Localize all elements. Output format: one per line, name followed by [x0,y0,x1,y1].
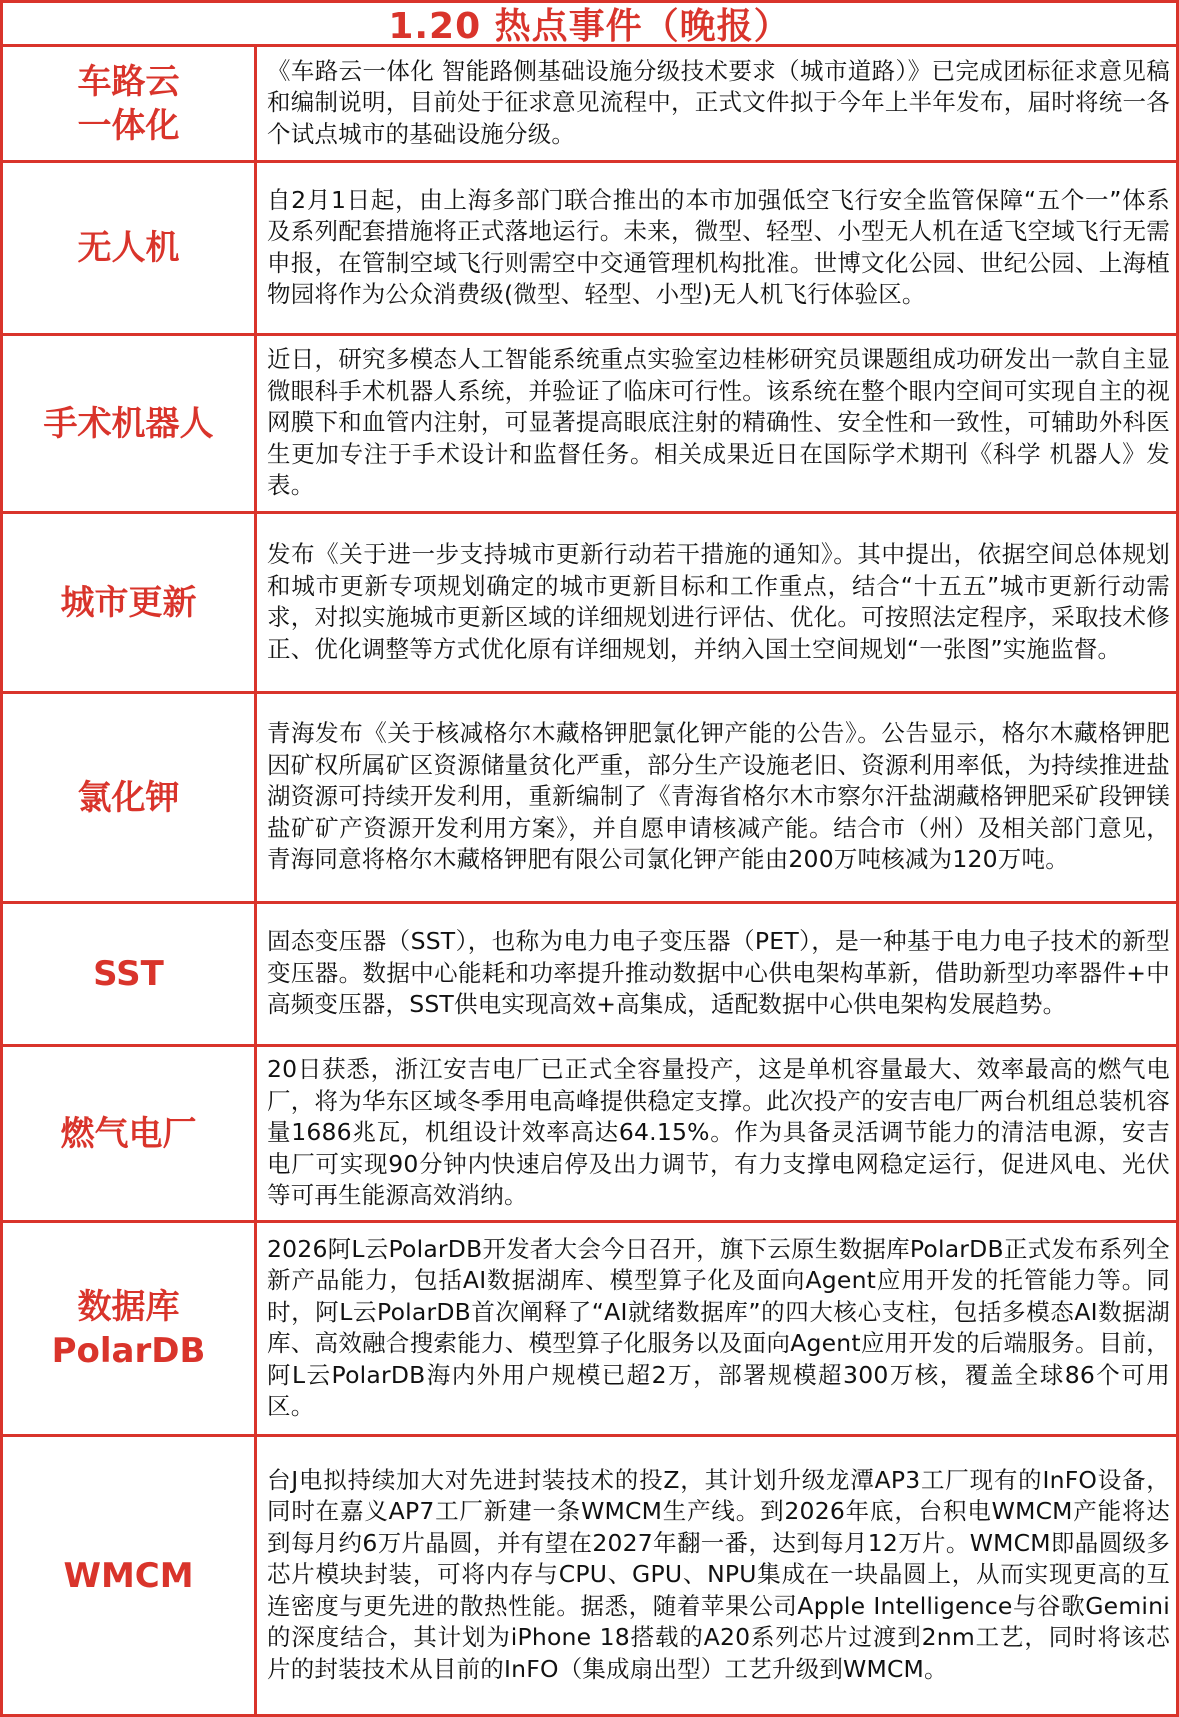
category-cell [2,162,256,335]
category-label: 手术机器人 [43,403,214,444]
category-label: WMCM [63,1555,194,1596]
table-row [2,46,1178,162]
category-label: 无人机 [77,228,180,268]
category-label: SST [93,954,164,994]
category-label: 一体化 [77,105,180,146]
event-description: 台J电拟持续加大对先进封装技术的投Z，其计划升级龙潭AP3工厂现有的InFO设备，同时在嘉义AP7工厂新建一条WMCM生产线。到2026年底，台积电WMCM产能将达到每月约6万片晶圆，并有望在2027年翻一番，达到每月12万片。WMCM即晶圆级多芯片模块封装，可将内存与CPU、GPU、NPU集成在一块晶圆上，从而实现更高的互连密度与更先进的散热性能。据悉，随着苹果公司Apple Intelligence与谷歌Gemini的深度结合，其计划为iPhone 18搭载的A20系列芯片过渡到2nm工艺，同时将该芯片的封装技术从目前的InFO（集成扇出型）工艺升级到WMCM。 [256,1436,1178,1716]
category-label: 氯化钾 [77,777,180,818]
event-description: 近日，研究多模态人工智能系统重点实验室边桂彬研究员课题组成功研发出一款自主显微眼科手术机器人系统，并验证了临床可行性。该系统在整个眼内空间可实现自主的视网膜下和血管内注射，可显著提高眼底注射的精确性、安全性和一致性，可辅助外科医生更加专注于手术设计和监督任务。相关成果近日在国际学术期刊《科学 机器人》发表。 [256,335,1178,513]
table-row [2,162,1178,335]
event-description: 固态变压器（SST），也称为电力电子变压器（PET），是一种基于电力电子技术的新型变压器。数据中心能耗和功率提升推动数据中心供电架构革新，借助新型功率器件+中高频变压器，SST供电实现高效+高集成，适配数据中心供电架构发展趋势。 [256,903,1178,1046]
event-description: 《车路云一体化 智能路侧基础设施分级技术要求（城市道路）》已完成团标征求意见稿和编制说明，目前处于征求意见流程中，正式文件拟于今年上半年发布，届时将统一各个试点城市的基础设施分级。 [256,46,1178,162]
table-row [2,1222,1178,1436]
table-row [2,903,1178,1046]
events-table [0,44,1179,1717]
event-description: 自2月1日起，由上海多部门联合推出的本市加强低空飞行安全监管保障“五个一”体系及系列配套措施将正式落地运行。未来，微型、轻型、小型无人机在适飞空域飞行无需申报，在管制空域飞行则需空中交通管理机构批准。世博文化公园、世纪公园、上海植物园将作为公众消费级(微型、轻型、小型)无人机飞行体验区。 [256,162,1178,335]
category-cell [2,1436,256,1716]
table-row [2,513,1178,693]
event-description: 青海发布《关于核减格尔木藏格钾肥氯化钾产能的公告》。公告显示，格尔木藏格钾肥因矿权所属矿区资源储量贫化严重，部分生产设施老旧、资源利用率低，为持续推进盐湖资源可持续开发利用，重新编制了《青海省格尔木市察尔汗盐湖藏格钾肥采矿段钾镁盐矿矿产资源开发利用方案》，并自愿申请核减产能。结合市（州）及相关部门意见，青海同意将格尔木藏格钾肥有限公司氯化钾产能由200万吨核减为120万吨。 [256,693,1178,903]
table-row [2,1436,1178,1716]
event-description: 发布《关于进一步支持城市更新行动若干措施的通知》。其中提出，依据空间总体规划和城市更新专项规划确定的城市更新目标和工作重点，结合“十五五”城市更新行动需求，对拟实施城市更新区域的详细规划进行评估、优化。可按照法定程序，采取技术修正、优化调整等方式优化原有详细规划，并纳入国土空间规划“一张图”实施监督。 [256,513,1178,693]
category-label: PolarDB [51,1330,206,1371]
page-title: 1.20 热点事件（晚报） [0,0,1179,44]
category-label: 城市更新 [60,582,197,623]
table-row [2,693,1178,903]
category-cell [2,903,256,1046]
table-row [2,1046,1178,1222]
category-cell [2,513,256,693]
category-label: 数据库 [77,1286,180,1327]
category-cell [2,46,256,162]
category-label: 车路云 [77,61,180,102]
category-label: 燃气电厂 [60,1113,197,1154]
category-cell [2,1222,256,1436]
table-row [2,335,1178,513]
event-description: 2026阿L云PolarDB开发者大会今日召开，旗下云原生数据库PolarDB正式发布系列全新产品能力，包括AI数据湖库、模型算子化及面向Agent应用开发的托管能力等。同时，阿L云PolarDB首次阐释了“AI就绪数据库”的四大核心支柱，包括多模态AI数据湖库、高效融合搜索能力、模型算子化服务以及面向Agent应用开发的后端服务。目前，阿L云PolarDB海内外用户规模已超2万，部署规模超300万核，覆盖全球86个可用区。 [256,1222,1178,1436]
event-description: 20日获悉，浙江安吉电厂已正式全容量投产，这是单机容量最大、效率最高的燃气电厂，将为华东区域冬季用电高峰提供稳定支撑。此次投产的安吉电厂两台机组总装机容量1686兆瓦，机组设计效率高达64.15%。作为具备灵活调节能力的清洁电源，安吉电厂可实现90分钟内快速启停及出力调节，有力支撑电网稳定运行，促进风电、光伏等可再生能源高效消纳。 [256,1046,1178,1222]
category-cell [2,693,256,903]
category-cell [2,1046,256,1222]
category-cell [2,335,256,513]
